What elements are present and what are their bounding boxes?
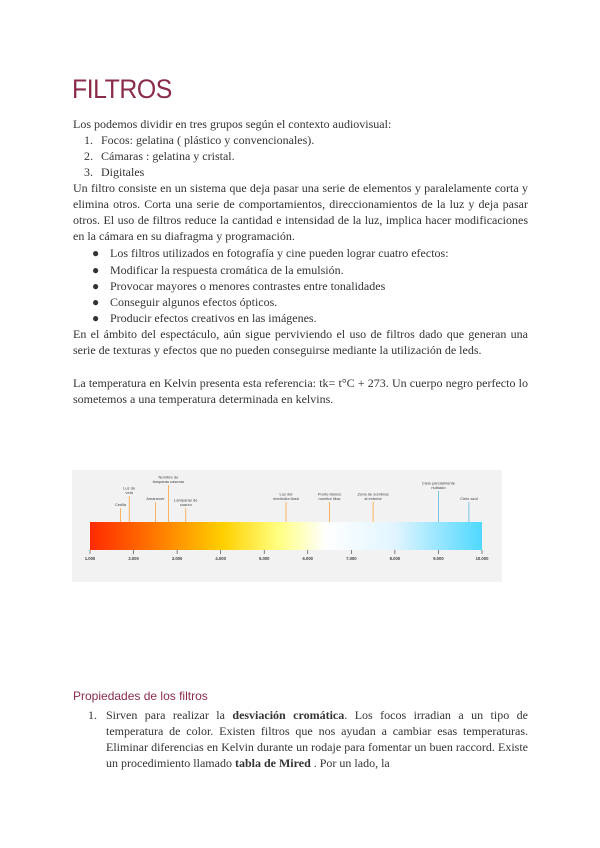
effects-list-item xyxy=(92,262,344,278)
color-temperature-spectrum xyxy=(72,470,502,582)
group-text: Digitales xyxy=(101,165,145,179)
bold-term-chromatic-deviation: desviación cromática xyxy=(232,708,345,722)
bullet-icon: ● xyxy=(92,246,100,260)
group-text: Focos: gelatina ( plástico y convencionales). xyxy=(101,133,315,147)
spectrum-label: Lámparas de cuarzo xyxy=(174,497,198,507)
effects-list-item xyxy=(92,310,317,326)
intro-text: Los podemos dividir en tres grupos según el contexto audiovisual: xyxy=(73,117,392,131)
spectrum-tick-label: 1.000 xyxy=(84,556,96,561)
paragraph-filter-definition: Un filtro consiste en un sistema que deja pasar una serie de elementos y paralelamente corta y elimina otros. Corta una serie de comportamientos, direccionamientos de la luz y deja pasar otros. El uso de filtros reduce la cantidad e intensidad de la luz, implica hacer modificaciones en la cámara en su diafragma y programación. xyxy=(73,181,528,243)
group-number: 3. xyxy=(84,165,93,179)
spectrum-label: Cielo parcialmente nublado xyxy=(421,480,456,490)
spectrum-tick-label: 6.000 xyxy=(302,556,314,561)
spectrum-graphic xyxy=(72,470,502,582)
group-item-3 xyxy=(73,164,144,180)
bold-term-mired-table: tabla de Mired xyxy=(234,756,311,770)
effects-text: Conseguir algunos efectos ópticos. xyxy=(110,295,278,309)
effects-text: Los filtros utilizados en fotografía y cine pueden lograr cuatro efectos: xyxy=(110,246,449,260)
group-item-2 xyxy=(73,148,235,164)
spectrum-label: Nombre de lámparas caseras xyxy=(152,474,185,484)
spectrum-ticks xyxy=(85,550,489,561)
spectrum-tick-label: 10.000 xyxy=(475,556,489,561)
paragraph-kelvin: La temperatura en Kelvin presenta esta referencia: tk= t°C + 273. Un cuerpo negro perfecto lo sometemos a una temperatura determinada en kelvins. xyxy=(73,376,528,406)
spectrum-tick-label: 5.000 xyxy=(258,556,270,561)
properties-number: 1. xyxy=(88,708,97,722)
group-number: 1. xyxy=(84,133,93,147)
spectrum-tick-label: 2.000 xyxy=(128,556,139,561)
effects-text: Modificar la respuesta cromática de la emulsión. xyxy=(110,263,344,277)
bullet-icon: ● xyxy=(92,279,100,293)
bullet-icon: ● xyxy=(92,295,100,309)
effects-list-item xyxy=(92,245,449,261)
effects-list-item xyxy=(92,294,277,310)
bullet-icon: ● xyxy=(92,311,100,325)
group-item-1 xyxy=(73,132,314,148)
text-run: . Los focos irradian a un tipo de temperatura de color. Existen filtros que nos ayudan a cambiar esas temperaturas. Eliminar diferencias en Kelvin durante un rodaje para fomentar un buen raccord. Existe un procedimiento llamado xyxy=(106,708,528,770)
spectrum-label: Zona de sombras al exterior xyxy=(357,491,389,501)
spectrum-label: Punto blanco monitor Mac xyxy=(317,491,342,501)
bullet-icon: ● xyxy=(92,263,100,277)
spectrum-tick-label: 9.000 xyxy=(433,556,444,561)
spectrum-bar xyxy=(90,522,482,550)
text-run: Sirven para realizar la xyxy=(106,708,233,722)
section-title-properties: Propiedades de los filtros xyxy=(73,689,208,703)
effects-text: Producir efectos creativos en las imágenes. xyxy=(110,311,317,325)
text-run: . Por un lado, la xyxy=(310,756,390,770)
paragraph-spectacle: En el ámbito del espectáculo, aún sigue perviviendo el uso de filtros dado que generan una serie de texturas y efectos que no pueden conseguirse mediante la utilización de leds. xyxy=(73,327,528,357)
spectrum-tick-label: 8.000 xyxy=(389,556,401,561)
group-text: Cámaras : gelatina y cristal. xyxy=(101,149,235,163)
spectrum-labels xyxy=(115,475,478,523)
properties-item-1 xyxy=(88,707,528,771)
spectrum-label: Cielo azul xyxy=(460,496,478,501)
page-title: FILTROS xyxy=(72,74,172,104)
group-number: 2. xyxy=(84,149,93,163)
spectrum-label: Luz del mediodía flash xyxy=(272,491,300,501)
spectrum-label: Luz de vela xyxy=(123,485,136,495)
effects-list-item xyxy=(92,278,385,294)
properties-text xyxy=(106,707,528,771)
spectrum-label: Cerilla xyxy=(114,502,127,507)
spectrum-tick-label: 7.000 xyxy=(346,556,357,561)
spectrum-label: Amanecer xyxy=(146,496,165,501)
effects-text: Provocar mayores o menores contrastes entre tonalidades xyxy=(110,279,386,293)
spectrum-tick-label: 4.000 xyxy=(215,556,226,561)
spectrum-tick-label: 3.000 xyxy=(171,556,183,561)
